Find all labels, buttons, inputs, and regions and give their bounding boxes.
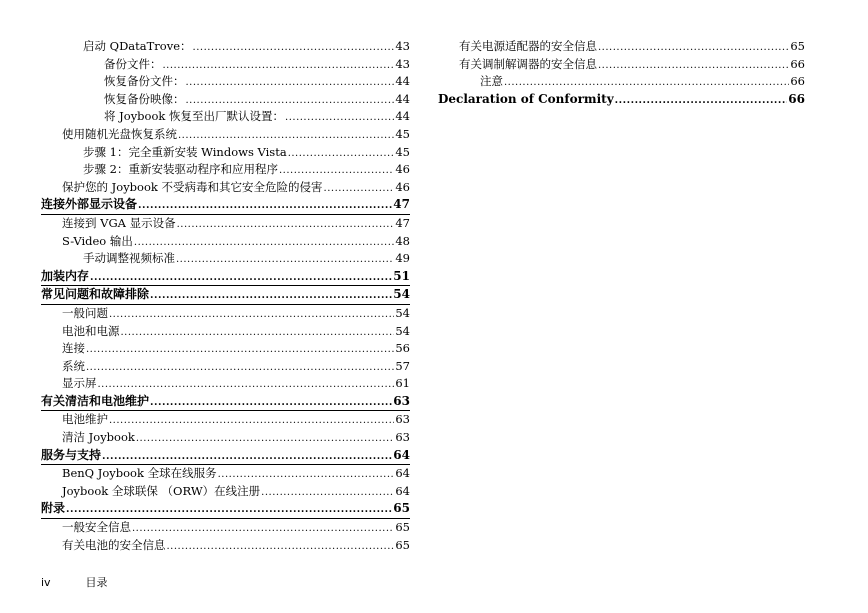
toc-entry-title: 将 Joybook 恢复至出厂默认设置： [104,109,285,124]
toc-entry[interactable] [41,38,410,56]
toc-entry-page: 44 [395,74,410,89]
toc-leader-dots [150,394,392,412]
toc-leader-dots [285,109,394,127]
toc-entry-page: 47 [395,215,410,230]
toc-entry[interactable] [41,196,410,215]
toc-leader-dots [504,74,789,92]
toc-entry[interactable] [41,483,410,501]
toc-entry[interactable] [41,268,410,287]
toc-leader-dots [109,306,394,324]
toc-entry-title: 清洁 Joybook [62,430,135,445]
toc-leader-dots [136,430,394,448]
toc-entry-title: 系统 [62,358,85,373]
toc-entry[interactable] [41,305,410,323]
toc-leader-dots [66,501,392,519]
toc-right-column [438,38,805,108]
toc-leader-dots [132,520,394,538]
toc-entry[interactable] [41,286,410,305]
toc-leader-dots [261,484,394,502]
toc-entry[interactable] [41,250,410,268]
toc-leader-dots [150,287,392,305]
toc-entry[interactable] [41,358,410,376]
toc-entry-page: 44 [395,109,410,124]
toc-entry[interactable] [41,500,410,519]
toc-leader-dots [102,448,392,466]
toc-leader-dots [163,57,395,75]
toc-entry[interactable] [41,108,410,126]
toc-entry[interactable] [41,73,410,91]
toc-entry-page: 64 [395,466,410,481]
toc-entry[interactable] [41,519,410,537]
toc-entry[interactable] [41,161,410,179]
toc-leader-dots [186,92,395,110]
toc-entry-title: 手动调整视频标准 [83,251,175,266]
toc-leader-dots [288,145,395,163]
toc-entry-page: 43 [395,39,410,53]
toc-leader-dots [138,197,392,215]
toc-leader-dots [193,39,395,57]
toc-entry[interactable] [438,73,805,91]
toc-entry-title: 加装内存 [41,268,90,283]
toc-entry[interactable] [438,91,805,109]
toc-leader-dots [109,412,394,430]
toc-entry-page: 64 [395,483,410,498]
toc-leader-dots [218,466,395,484]
toc-entry-page: 65 [393,501,410,516]
toc-leader-dots [178,127,394,145]
toc-entry-page: 64 [393,447,410,462]
toc-entry-title: 一般安全信息 [62,520,131,535]
toc-leader-dots [134,234,394,252]
toc-leader-dots [324,180,395,198]
toc-entry-page: 46 [395,162,410,177]
toc-leader-dots [176,251,394,269]
toc-entry-page: 65 [395,537,410,552]
toc-entry[interactable] [438,56,805,74]
toc-entry-title: S-Video 输出 [62,233,133,248]
toc-entry-page: 45 [395,126,410,141]
toc-entry-title: 有关调制解调器的安全信息 [459,56,597,71]
toc-entry-page: 66 [790,74,805,89]
toc-leader-dots [598,39,789,57]
toc-entry-title: 电池维护 [62,412,108,427]
toc-entry-page: 54 [395,323,410,338]
toc-entry-page: 66 [790,56,805,71]
toc-entry-title: 有关清洁和电池维护 [41,393,150,408]
toc-entry-page: 65 [790,39,805,53]
toc-leader-dots [167,538,395,556]
toc-entry-title: 常见问题和故障排除 [41,287,150,302]
toc-leader-dots [121,324,395,342]
toc-entry-title: 电池和电源 [62,323,120,338]
toc-entry[interactable] [41,215,410,233]
toc-leader-dots [86,359,394,377]
toc-entry-title: 连接外部显示设备 [41,197,138,212]
toc-entry[interactable] [41,126,410,144]
toc-entry-page: 54 [393,287,410,302]
toc-entry-title: 恢复备份映像： [104,91,185,106]
toc-entry[interactable] [41,393,410,412]
toc-entry-title: 有关电源适配器的安全信息 [459,39,597,53]
toc-entry[interactable] [41,465,410,483]
toc-entry-title: 启动 QDataTrove： [83,39,192,53]
toc-entry-title: 注意 [480,74,503,89]
toc-entry[interactable] [41,537,410,555]
toc-leader-dots [598,57,789,75]
page-footer [41,574,108,590]
toc-entry-page: 65 [395,520,410,535]
toc-entry-title: 步骤 2：重新安装驱动程序和应用程序 [83,162,278,177]
toc-entry[interactable] [438,38,805,56]
toc-entry-title: 附录 [41,501,66,516]
toc-leader-dots [279,162,394,180]
toc-entry-title: 连接到 VGA 显示设备 [62,215,176,230]
toc-entry-page: 63 [393,393,410,408]
toc-entry-page: 49 [395,251,410,266]
toc-entry-title: 使用随机光盘恢复系统 [62,126,177,141]
toc-leader-dots [86,341,394,359]
toc-entry-page: 44 [395,91,410,106]
toc-left-column [41,38,410,554]
toc-entry-page: 47 [393,197,410,212]
toc-entry-page: 63 [395,412,410,427]
toc-entry-title: Declaration of Conformity [438,91,614,106]
toc-entry-title: 服务与支持 [41,447,102,462]
footer-page-number: iv [41,576,51,589]
toc-entry[interactable] [41,91,410,109]
footer-section-title: 目录 [85,576,108,589]
toc-entry-title: 有关电池的安全信息 [62,537,166,552]
toc-entry-page: 57 [395,358,410,373]
toc-leader-dots [186,74,395,92]
toc-entry-page: 43 [395,56,410,71]
toc-leader-dots [615,92,788,110]
toc-entry-page: 48 [395,233,410,248]
toc-entry-title: Joybook 全球联保 （ORW）在线注册 [62,483,261,498]
toc-entry-page: 56 [395,341,410,356]
toc-entry-title: 一般问题 [62,305,108,320]
toc-leader-dots [98,376,395,394]
toc-entry[interactable] [41,233,410,251]
toc-entry-title: 保护您的 Joybook 不受病毒和其它安全危险的侵害 [62,179,323,194]
toc-leader-dots [177,216,395,234]
toc-entry-page: 46 [395,179,410,194]
toc-entry[interactable] [41,144,410,162]
toc-entry-title: 步骤 1：完全重新安装 Windows Vista [83,144,287,159]
toc-entry[interactable] [41,447,410,466]
toc-entry-title: 显示屏 [62,376,97,391]
toc-entry-page: 54 [395,305,410,320]
toc-entry[interactable] [41,411,410,429]
toc-entry[interactable] [41,340,410,358]
toc-entry[interactable] [41,179,410,197]
toc-entry-title: 备份文件： [104,56,162,71]
toc-leader-dots [90,269,392,287]
toc-entry[interactable] [41,375,410,393]
toc-entry-title: 恢复备份文件： [104,74,185,89]
toc-entry-page: 51 [393,268,410,283]
toc-entry[interactable] [41,429,410,447]
toc-entry[interactable] [41,56,410,74]
toc-entry-title: BenQ Joybook 全球在线服务 [62,466,217,481]
toc-entry-page: 45 [395,144,410,159]
toc-entry-page: 61 [395,376,410,391]
toc-entry-page: 63 [395,430,410,445]
toc-entry-title: 连接 [62,341,85,356]
toc-entry[interactable] [41,323,410,341]
toc-entry-page: 66 [788,91,805,106]
